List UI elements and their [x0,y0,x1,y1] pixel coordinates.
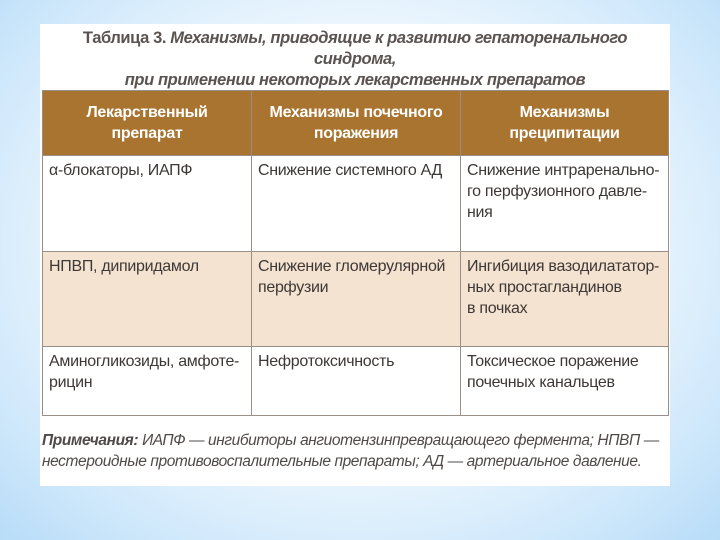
drug-line: Аминогликозиды, амфоте- [49,353,240,370]
drug-text: НПВП, дипиридамол [49,258,199,275]
header-precipitation-line1: Механизмы [519,104,610,121]
mechanism-line: перфузии [258,279,329,296]
cell-mechanism [252,252,461,347]
notes-label: Примечания: [42,432,139,449]
header-drug-line2: препарат [111,125,183,142]
table-row [43,156,669,252]
document-sheet [40,24,670,486]
drug-line: рицин [49,374,93,391]
header-mechanism-line2: поражения [313,125,399,142]
header-drug-line1: Лекарственный [86,104,208,121]
precipitation-line: Ингибиция вазодилататор- [467,258,660,275]
cell-drug [43,252,252,347]
table-title [40,28,670,91]
title-line-2: при применении некоторых лекарственных препаратов [124,71,586,89]
table-notes [42,430,668,472]
mechanism-line: Снижение гломерулярной [258,258,446,275]
precipitation-line: ных простагландинов [467,279,622,296]
table-row [43,252,669,347]
cell-precipitation [461,156,669,252]
precipitation-line: в почках [467,300,528,317]
cell-mechanism [252,347,461,416]
table-row [43,347,669,416]
precipitation-line: го перфузионного давле- [467,183,647,200]
title-line-1: Механизмы, приводящие к развитию гепаторенального синдрома, [170,29,628,68]
notes-line-1: ИАПФ — ингибиторы ангиотензинпревращающего фермента; НПВП — [142,432,659,449]
precipitation-line: ния [467,204,493,221]
mechanism-text: Нефротоксичность [258,353,395,370]
mechanism-text: Снижение системного АД [258,162,443,179]
header-drug [43,91,252,156]
mechanisms-table [42,90,669,416]
cell-drug [43,347,252,416]
precipitation-line: Токсическое поражение [467,353,639,370]
header-mechanism-line1: Механизмы почечного [269,104,443,121]
cell-precipitation [461,347,669,416]
notes-line-2: нестероидные противовоспалительные препараты; АД — артериальное давление. [42,453,642,470]
cell-mechanism [252,156,461,252]
drug-text: α-блокаторы, ИАПФ [49,162,193,179]
precipitation-line: почечных канальцев [467,374,615,391]
cell-drug [43,156,252,252]
header-mechanism [252,91,461,156]
header-precipitation [461,91,669,156]
table-number: Таблица 3. [82,29,167,47]
precipitation-line: Снижение интраренально- [467,162,660,179]
header-row [43,91,669,156]
header-precipitation-line2: преципитации [509,125,620,142]
cell-precipitation [461,252,669,347]
